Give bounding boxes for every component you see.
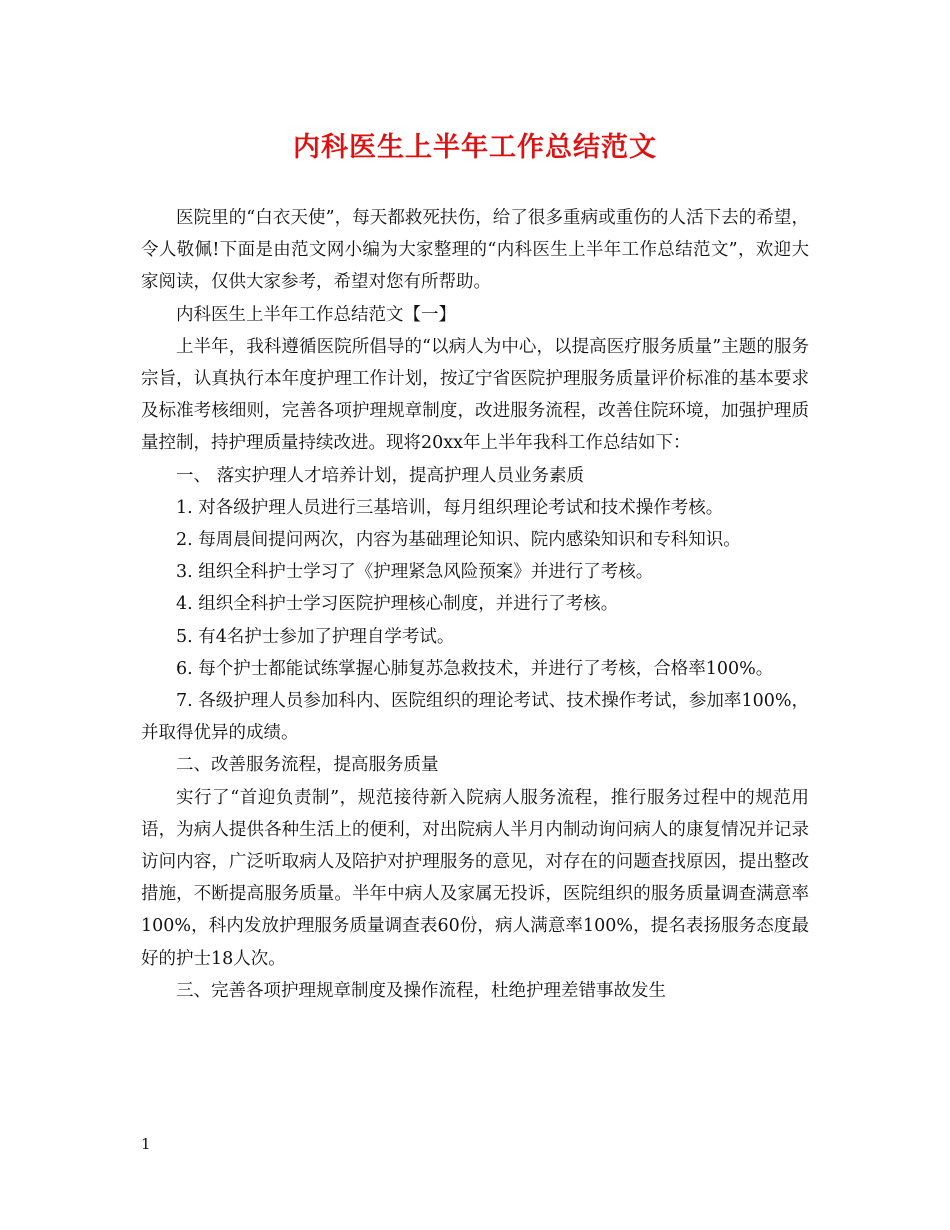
intro-paragraph: 医院里的“白衣天使”，每天都救死扶伤，给了很多重病或重伤的人活下去的希望，令人敬佩!下面是由范文网小编为大家整理的“内科医生上半年工作总结范文”，欢迎大家阅读，仅供大家参考，希望对您有所帮助。 [141, 208, 809, 293]
section-heading: 二、改善服务流程，提高服务质量 [176, 755, 439, 776]
section-heading: 内科医生上半年工作总结范文【一】 [176, 304, 456, 325]
page-number: 1 [141, 1135, 151, 1153]
document-body [141, 202, 809, 1007]
list-item: 7. 各级护理人员参加科内、医院组织的理论考试、技术操作考试，参加率100%，并取得优异的成绩。 [141, 691, 809, 744]
list-item: 6. 每个护士都能试练掌握心肺复苏急救技术，并进行了考核，合格率100%。 [176, 658, 774, 679]
document-title: 内科医生上半年工作总结范文 [293, 132, 657, 163]
body-paragraph: 实行了“首迎负责制”，规范接待新入院病人服务流程，推行服务过程中的规范用语，为病人提供各种生活上的便利，对出院病人半月内制动询问病人的康复情况并记录访问内容，广泛听取病人及陪护对护理服务的意见，对存在的问题查找原因，提出整改措施，不断提高服务质量。半年中病人及家属无投诉，医院组织的服务质量调查满意率100%，科内发放护理服务质量调查表60份，病人满意率100%，提名表扬服务态度最好的护士18人次。 [141, 787, 809, 969]
section-heading: 三、完善各项护理规章制度及操作流程，杜绝护理差错事故发生 [176, 980, 666, 1001]
list-item: 3. 组织全科护士学习了《护理紧急风险预案》并进行了考核。 [176, 562, 654, 583]
list-item: 2. 每周晨间提问两次，内容为基础理论知识、院内感染知识和专科知识。 [176, 530, 741, 551]
body-paragraph: 上半年，我科遵循医院所倡导的“以病人为中心，以提高医疗服务质量”主题的服务宗旨，认真执行本年度护理工作计划，按辽宁省医院护理服务质量评价标准的基本要求及标准考核细则，完善各项护理规章制度，改进服务流程，改善住院环境，加强护理质量控制，持护理质量持续改进。现将20xx年上半年我科工作总结如下： [141, 336, 809, 454]
list-item: 4. 组织全科护士学习医院护理核心制度，并进行了考核。 [176, 594, 619, 615]
section-heading: 一、 落实护理人才培养计划，提高护理人员业务素质 [176, 465, 585, 486]
list-item: 1. 对各级护理人员进行三基培训，每月组织理论考试和技术操作考核。 [176, 497, 724, 518]
list-item: 5. 有4名护士参加了护理自学考试。 [176, 626, 455, 647]
